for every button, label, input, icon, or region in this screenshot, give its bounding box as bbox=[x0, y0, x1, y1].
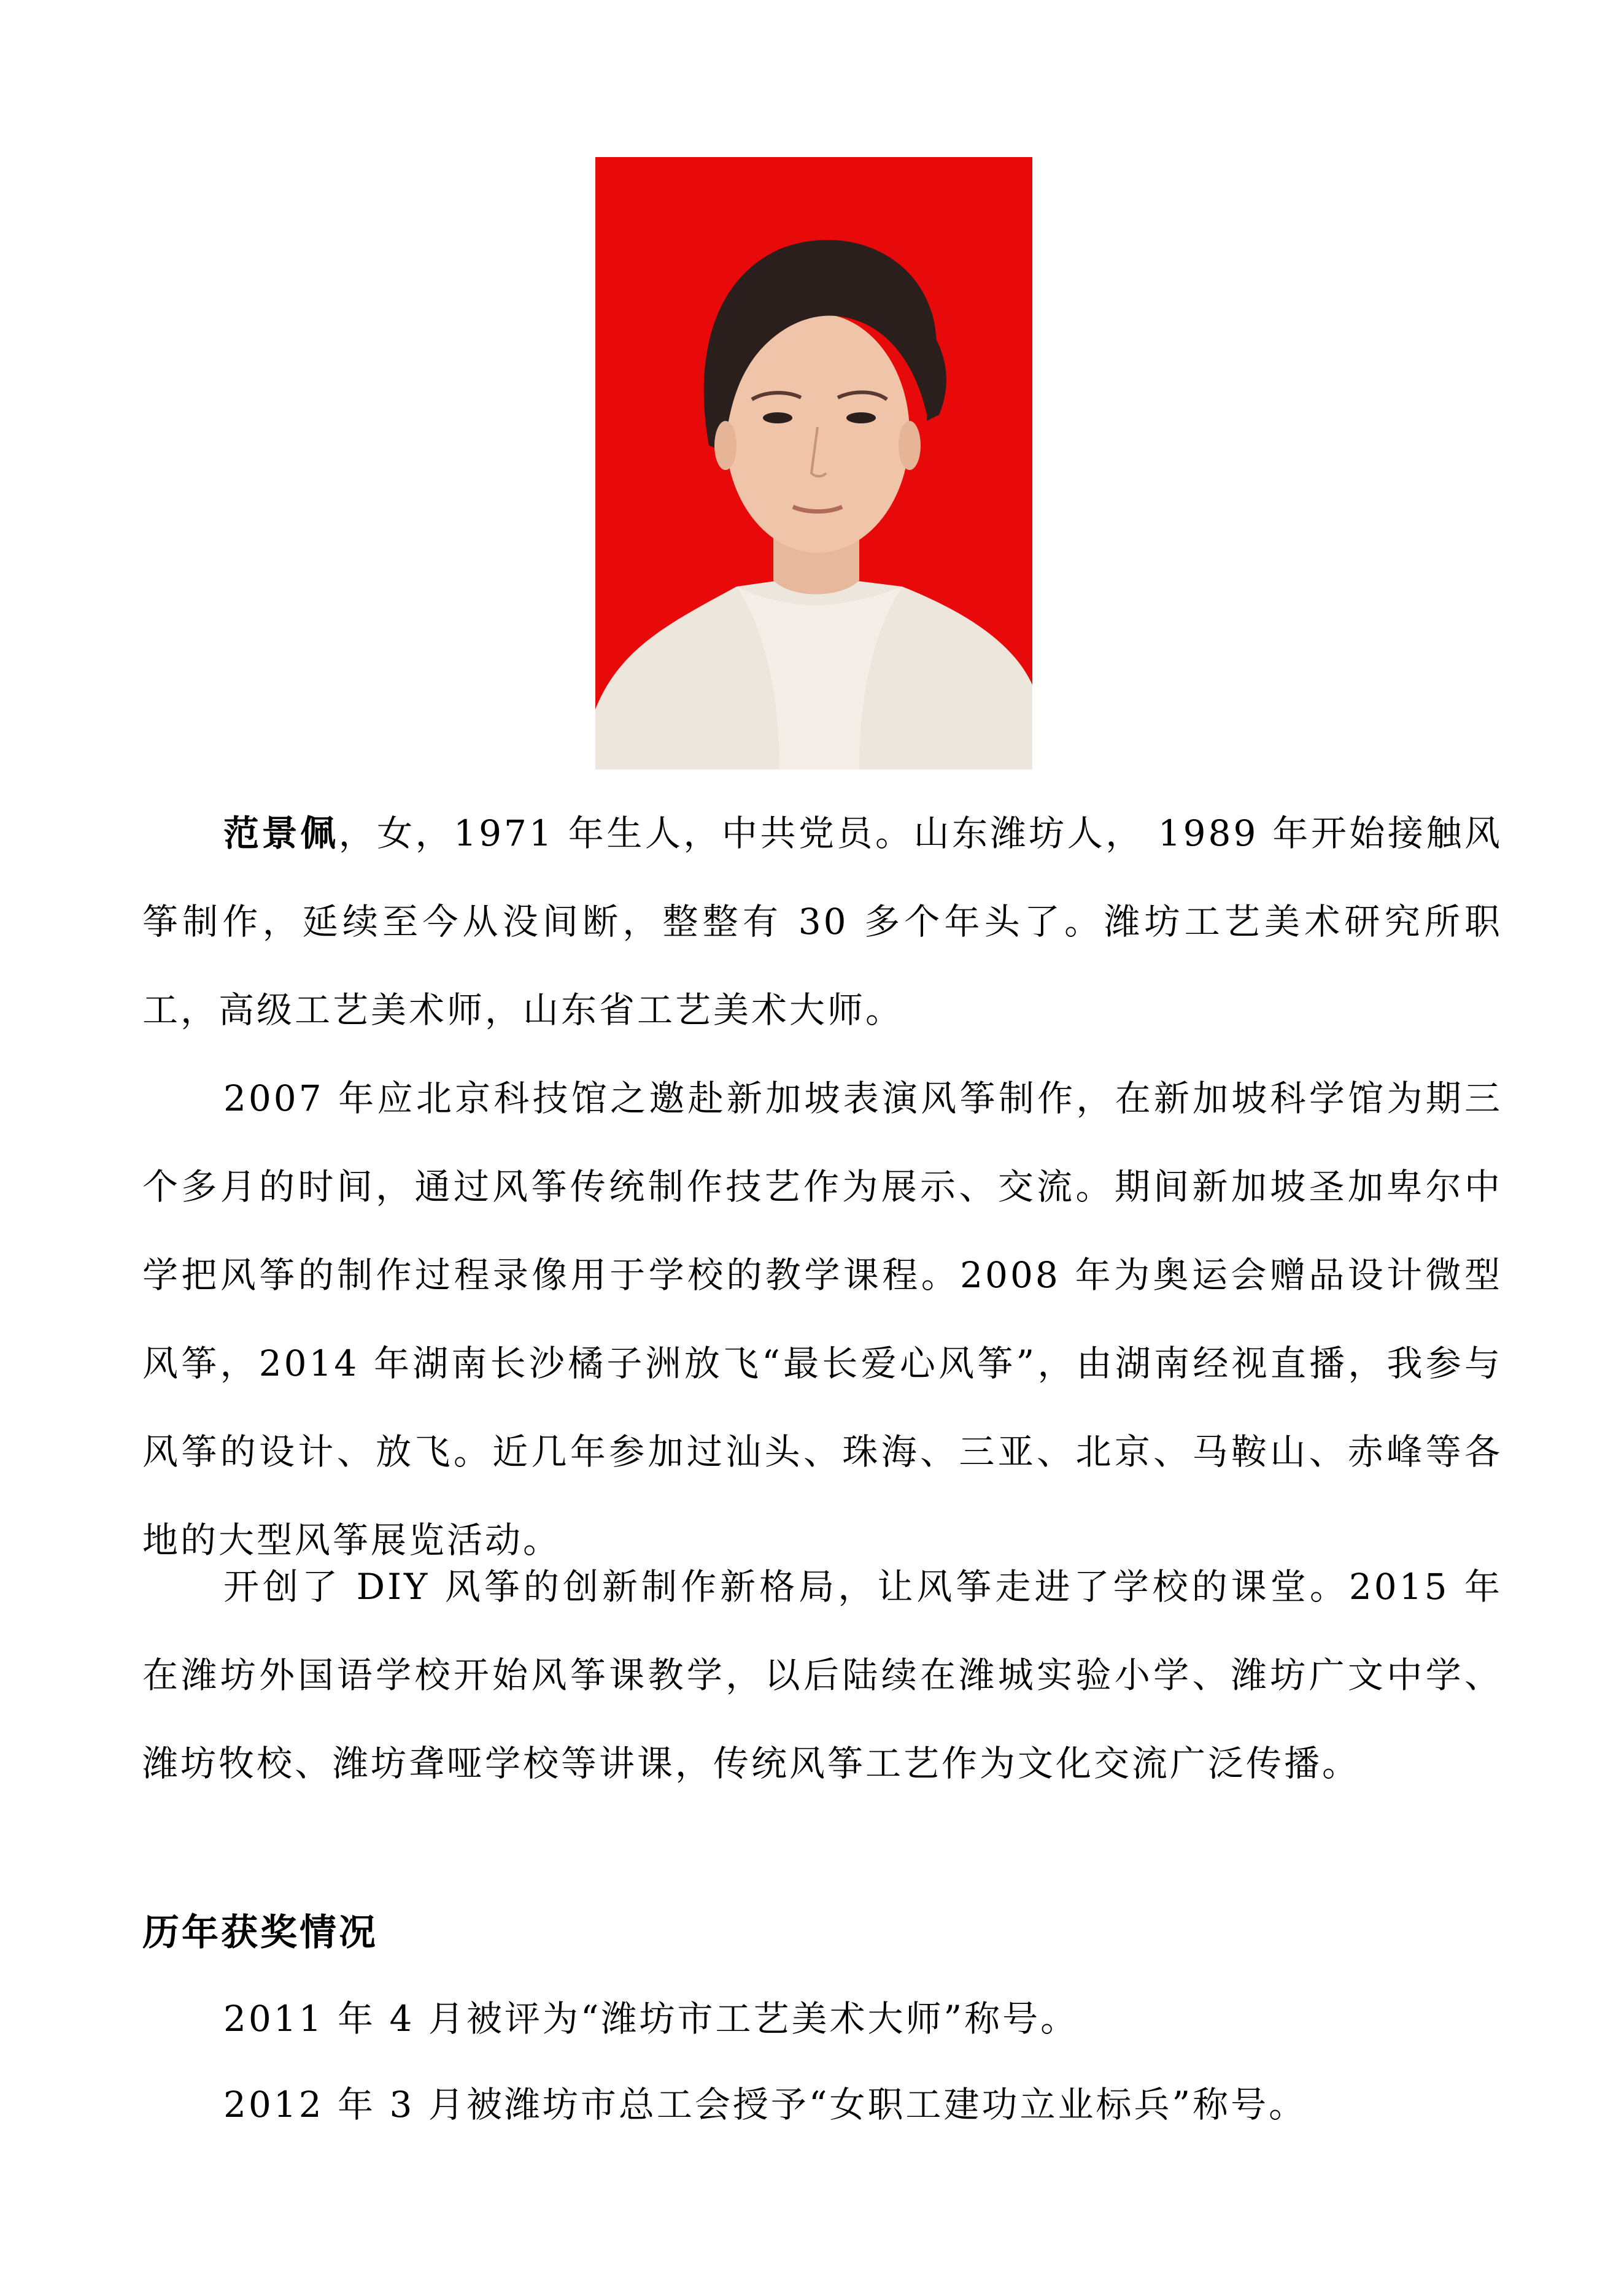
intro-text: ，女，1971 年生人，中共党员。山东潍坊人， 1989 年开始接触风筝制作，延续至今从没间断，整整有 30 多个年头了。潍坊工艺美术研究所职工，高级工艺美术师，山东省工艺美术大师。 bbox=[142, 812, 1502, 1031]
award-item: 2012 年 3 月被潍坊市总工会授予“女职工建功立业标兵”称号。 bbox=[223, 2084, 1307, 2125]
awards-heading: 历年获奖情况 bbox=[142, 1911, 378, 1954]
teaching-text: 开创了 DIY 风筝的创新制作新格局，让风筝走进了学校的课堂。2015 年在潍坊外国语学校开始风筝课教学，以后陆续在潍城实验小学、潍坊广文中学、潍坊牧校、潍坊聋哑学校等讲课，传统风筝工艺作为文化交流广泛传播。 bbox=[142, 1566, 1502, 1784]
award-item: 2011 年 4 月被评为“潍坊市工艺美术大师”称号。 bbox=[223, 1998, 1079, 2040]
career-paragraph bbox=[142, 1054, 1502, 1584]
portrait-illustration bbox=[595, 157, 1032, 769]
person-name: 范景佩 bbox=[223, 812, 339, 854]
portrait-photo bbox=[595, 157, 1032, 769]
intro-paragraph bbox=[142, 789, 1502, 1054]
career-text: 2007 年应北京科技馆之邀赴新加坡表演风筝制作，在新加坡科学馆为期三个多月的时间，通过风筝传统制作技艺作为展示、交流。期间新加坡圣加卑尔中学把风筝的制作过程录像用于学校的教学课程。2008 年为奥运会赠品设计微型风筝，2014 年湖南长沙橘子洲放飞“最长爱心风筝”，由湖南经视直播，我参与风筝的设计、放飞。近几年参加过汕头、珠海、三亚、北京、马鞍山、赤峰等各地的大型风筝展览活动。 bbox=[142, 1077, 1502, 1561]
teaching-paragraph bbox=[142, 1543, 1502, 1808]
